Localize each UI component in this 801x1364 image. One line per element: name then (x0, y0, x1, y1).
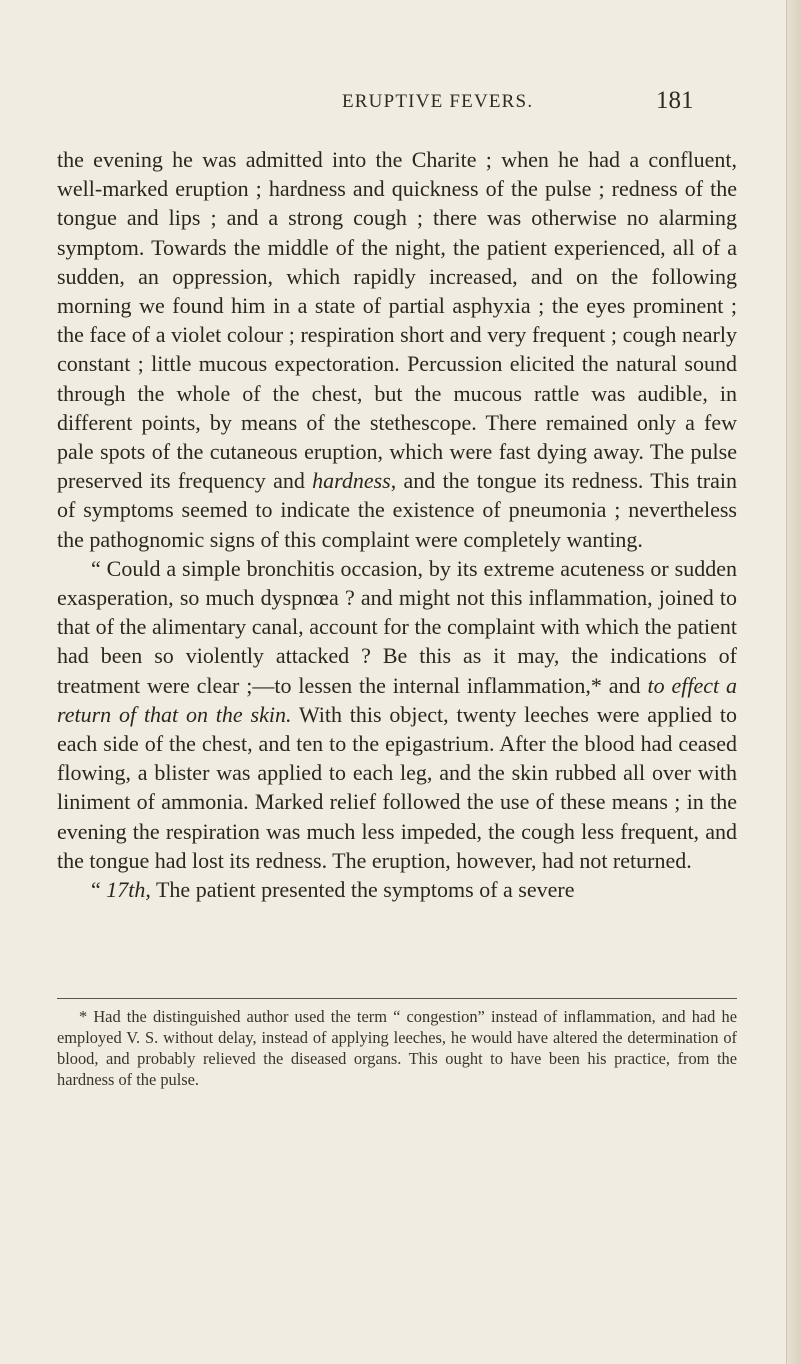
paragraph-1 (57, 145, 737, 554)
paragraph-1-italic: hardness (312, 468, 391, 494)
paragraph-2-text: “ Could a simple bronchitis occasion, by its extreme acuteness or sudden exasperation, so much dyspnœa ? and might not this inflammation, joined to that of the alimentary canal, account for the complaint with which the patient had been so violently attacked ? Be this as it may, the indications of treatment were clear ;—to lessen the internal inflammation,* and (57, 555, 737, 698)
paragraph-3 (57, 875, 737, 904)
paragraph-3-text: “ (91, 877, 107, 903)
page-number: 181 (656, 87, 694, 114)
paragraph-2-italic: to effect a return of that on the skin. (57, 672, 737, 727)
running-head: ERUPTIVE FEVERS. (342, 91, 534, 112)
footnote-rule (57, 998, 737, 999)
footnote (57, 1006, 737, 1090)
page-header (0, 87, 801, 121)
paragraph-2 (57, 554, 737, 875)
body-text (57, 145, 737, 904)
paragraph-3-end: The patient presented the symptoms of a severe (150, 877, 575, 903)
page-edge (786, 0, 801, 1364)
footnote-text: * Had the distinguished author used the term “ congestion” instead of inflammation, and had he employed V. S. without delay, instead of applying leeches, he would have altered the determination of blood, and probably relieved the diseased organs. This ought to have been his practice, from the hardness of the pulse. (57, 1007, 737, 1089)
paragraph-2-end: With this object, twenty leeches were applied to each side of the chest, and ten to the epigastrium. After the blood had ceased flowing, a blister was applied to each leg, and the skin rubbed all over with liniment of ammonia. Marked relief followed the use of these means ; in the evening the respiration was much less impeded, the cough less frequent, and the tongue had lost its redness. The eruption, however, had not returned. (57, 701, 737, 873)
paragraph-1-end: , and the tongue its redness. This train of symptoms seemed to indicate the existence of pneumonia ; nevertheless the pathognomic signs of this complaint were completely wanting. (57, 468, 737, 552)
paragraph-3-italic: 17th, (106, 877, 151, 903)
paragraph-1-text: the evening he was admitted into the Charite ; when he had a confluent, well-marked eruption ; hardness and quickness of the pulse ; redness of the tongue and lips ; and a strong cough ; there was otherwise no alarming symptom. Towards the middle of the night, the patient experienced, all of a sudden, an oppression, which rapidly increased, and on the following morning we found him in a state of partial asphyxia ; the eyes prominent ; the face of a violet colour ; respiration short and very frequent ; cough nearly constant ; little mucous expectoration. Percussion elicited the natural sound through the whole of the chest, but the mucous rattle was audible, in different points, by means of the stethescope. There remained only a few pale spots of the cutaneous eruption, which were fast dying away. The pulse preserved its frequency and (57, 147, 737, 494)
